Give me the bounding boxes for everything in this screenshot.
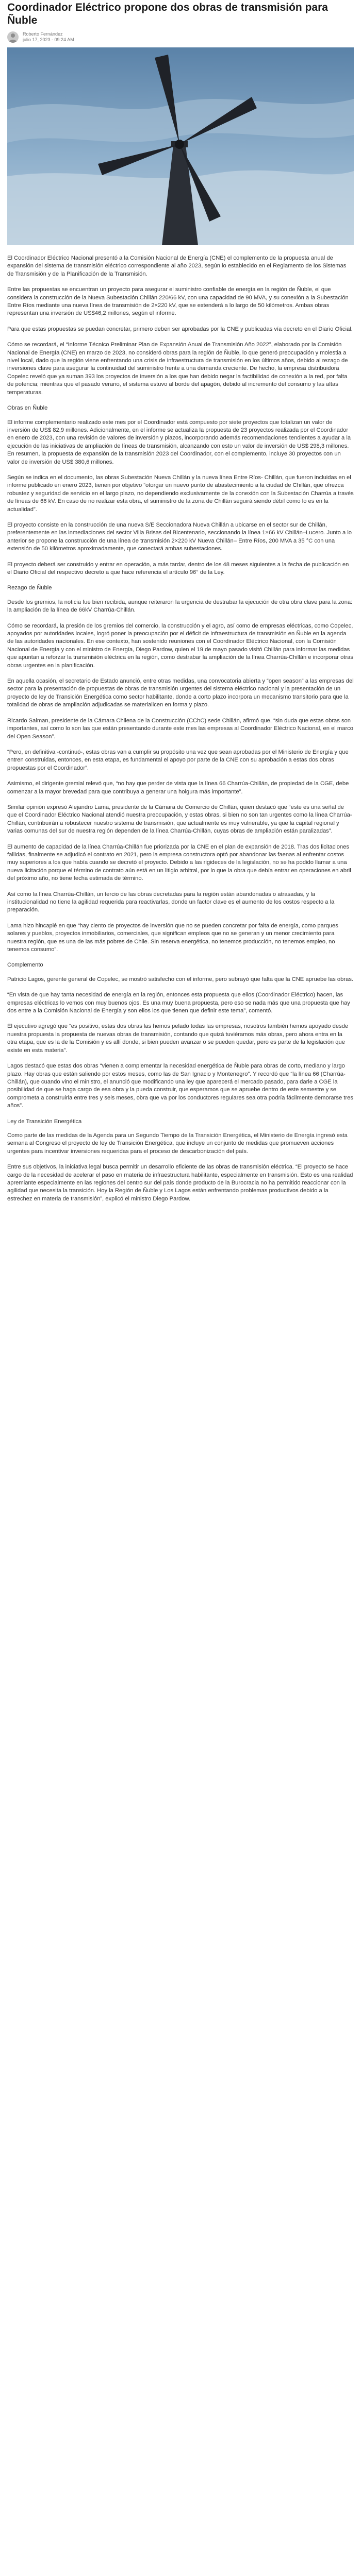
article-paragraph: El informe complementario realizado este mes por el Coordinador está compuesto por siete proyectos que totalizan un valor de inversión de US$ 82,9 millones. Adicionalmente, en el informe se actualiza la propuesta de 23 proyectos realizada por el Coordinador en enero de 2023, con una revisión de valores de inversión y plazos, incorporando además recomendaciones tendientes a ayudar a la ejecución de las iniciativas de ampliación de líneas de transmisión, alcanzando con esto un valor de inversión de US$ 298,3 millones. En resumen, la propuesta de expansión de la transmisión 2023 del Coordinador, con el complemento, incluye 30 proyectos con un valor de inversión de US$ 380,6 millones. bbox=[7, 419, 351, 465]
article-paragraph: Lama hizo hincapié en que “hay ciento de proyectos de inversión que no se pueden concretar por falta de energía, como parques solares y pueblos, proyectos inmobiliarios, comerciales, que significan empleos que no se generan y un menor crecimiento para nuestra región, que es una de las más pobres de Chile. Sin reserva energética, no tenemos producción, no tenemos empleo, no tenemos consumo”. bbox=[7, 922, 338, 953]
article-paragraph: El ejecutivo agregó que “es positivo, estas dos obras las hemos pelado todas las empresas, nosotros también hemos apoyado desde nuestra propuesta la propuesta de nuevas obras de transmisión, contando que quizá tuviéramos más obras, pero ahora entra en la otra etapa, que es la de la Comisión y es allí donde, si bien pueden avanzar o se pueden quedar, pero es parte de la legislación que existe en esta materia”. bbox=[7, 1023, 349, 1054]
article-paragraph: El proyecto deberá ser construido y entrar en operación, a más tardar, dentro de los 48 meses siguientes a la fecha de publicación en el Diario Oficial del respectivo decreto a que hace referencia el artículo 96° de la Ley. bbox=[7, 561, 349, 575]
article-paragraph: Ricardo Salman, presidente de la Cámara Chilena de la Construcción (CChC) sede Chillán, afirmó que, “sin duda que estas obras son importantes, así como lo son las que están presentando durante este mes las empresas al Coordinador Eléctrico Nacional, en el marco del Open Season”. bbox=[7, 717, 353, 740]
article-paragraph: Cómo se recordará, el “Informe Técnico Preliminar Plan de Expansión Anual de Transmisión Año 2022”, elaborado por la Comisión Nacional de Energía (CNE) en marzo de 2023, no consideró obras para la región de Ñuble, lo que generó preocupación y molestia a nivel local, dado que la región viene enfrentando una crisis de infraestructura de transmisión en los últimos años, debido al rezago de inversiones clave para asegurar la continuidad del suministro frente a una demanda creciente. De hecho, la empresa distribuidora Copelec reveló que ya suman 393 los proyectos de inversión a los que han debido negar la factibilidad de conexión a la red, por falta de potencia; mientras que el pasado verano, el sistema estuvo al borde del apagón, debido al incremento del consumo y las altas temperaturas. bbox=[7, 342, 348, 396]
hero-image bbox=[7, 47, 354, 245]
article-paragraph: Similar opinión expresó Alejandro Lama, presidente de la Cámara de Comercio de Chillán, quien destacó que “este es una señal de que el Coordinador Eléctrico Nacional atendió nuestra preocupación, y estas obras, si bien no son tan urgentes como la línea Charrúa-Chillán, contribuirán a robustecer nuestro sistema de transmisión, que actualmente es muy vulnerable, ya que la capital regional y varias comunas del sur de nuestra región dependen de la línea Charrúa-Chillán, cuyas obras de ampliación están paralizadas”. bbox=[7, 804, 352, 835]
article-paragraph: “En vista de que hay tanta necesidad de energía en la región, entonces esta propuesta que ellos (Coordinador Eléctrico) hacen, las empresas eléctricas lo vemos con muy buenos ojos. Es una muy buena propuesta, pero eso se nada más que una propuesta que hay dos entre a la Comisión Nacional de Energía y son ellos los que tienen que definir este tema”, comentó. bbox=[7, 992, 350, 1014]
section-heading: Obras en Ñuble bbox=[7, 405, 48, 412]
section-heading: Complemento bbox=[7, 962, 43, 969]
article-paragraph: Entre sus objetivos, la iniciativa legal busca permitir un desarrollo eficiente de las obras de transmisión eléctrica. “El proyecto se hace cargo de la necesidad de acelerar el paso en materia de infraestructura habilitante, especialmente en transmisión. Esto es una realidad apremiante especialmente en las regiones del centro sur del país donde producto de la Burocracia no ha permitido reaccionar con la agilidad que necesita la transición. Hoy la Región de Ñuble y Los Lagos están enfrentando problemas productivos debido a la estrechez en materia de transmisión”, explicó el ministro Diego Pardow. bbox=[7, 1164, 353, 1202]
article-paragraph: Cómo se recordará, la presión de los gremios del comercio, la construcción y el agro, así como de empresas eléctricas, como Copelec, apoyados por autoridades locales, logró poner la preocupación por el déficit de infraestructura de transmisión en Ñuble en la agenda de las autoridades nacionales. En ese contexto, han sostenido reuniones con el Coordinador Eléctrico Nacional, con la Comisión Nacional de Energía y con el ministro de Energía, Diego Pardow, quien el 19 de mayo pasado visitó Chillán para informar las medidas que apuntan a reforzar la transmisión eléctrica en la región, como destrabar la ampliación de la línea Charrúa-Chillán e incorporar otras obras urgentes en la planificación. bbox=[7, 622, 353, 669]
byline bbox=[7, 31, 354, 43]
article-paragraph: Desde los gremios, la noticia fue bien recibida, aunque reiteraron la urgencia de destrabar la ejecución de otra obra clave para la zona: la ampliación de la línea de 66kV Charrúa-Chillán. bbox=[7, 599, 353, 614]
article-paragraph: El aumento de capacidad de la línea Charrúa-Chillán fue priorizada por la CNE en el plan de expansión de 2018. Tras dos licitaciones fallidas, finalmente se adjudicó el contrato en 2021, pero la empresa constructora optó por abandonar las faenas al enfrentar costos muy superiores a los que había cuando se decretó el proyecto. Debido a las rigideces de la legislación, no se ha podido llamar a una nueva licitación porque el término de contrato aún está en un litigio arbitral, por lo que la obra que debía entrar en operaciones en abril del próximo año, no tiene fecha estimada de término. bbox=[7, 843, 351, 882]
user-icon bbox=[7, 31, 19, 43]
article-paragraph: Asimismo, el dirigente gremial relevó que, “no hay que perder de vista que la línea 66 Charrúa-Chillán, de propiedad de la CGE, debe comenzar a la mayor brevedad para que contribuya a generar una holgura más importante”. bbox=[7, 781, 349, 795]
author-name[interactable]: Roberto Fernández bbox=[23, 31, 63, 37]
article-paragraph: Patricio Lagos, gerente general de Copelec, se mostró satisfecho con el informe, pero subrayó que falta que la CNE apruebe las obras. bbox=[7, 976, 354, 982]
section-heading: Ley de Transición Energética bbox=[7, 1118, 82, 1125]
article-paragraph: El Coordinador Eléctrico Nacional presentó a la Comisión Nacional de Energía (CNE) el complemento de la propuesta anual de expansión del sistema de transmisión eléctrico correspondiente al año 2023, según lo establecido en el Reglamento de los Sistemas de Transmisión y de la Planificación de la Transmisión. bbox=[7, 255, 347, 277]
article-paragraph: Así como la línea Charrúa-Chillán, un tercio de las obras decretadas para la región están abandonadas o atrasadas, y la institucionalidad no tiene la agilidad requerida para reactivarlas, donde un factor clave es el aumento de los costos respecto a la preparación. bbox=[7, 891, 335, 913]
section-heading: Rezago de Ñuble bbox=[7, 585, 52, 591]
article-paragraph: Lagos destacó que estas dos obras “vienen a complementar la necesidad energética de Ñuble para obras de corto, mediano y largo plazo. Hay obras que están saliendo por estos meses, como las de San Ignacio y Montenegro”. Y recordó que “la línea 66 (Charrúa-Chillán), que cuando vino el ministro, el anunció que modificando una ley que aparecerá el mercado pasado, para darle a CGE la posibilidad de que se haga cargo de esa obra y la pueda construir, que esperamos que se apruebe dentro de este semestre y se comprometa a construirla entre tres y seis meses, obra que va por los conductores regulares sea otra podría fácilmente demorarse tres años”. bbox=[7, 1063, 353, 1109]
publish-date: julio 17, 2023 - 09:24 AM bbox=[23, 37, 74, 42]
article-paragraph: “Pero, en definitiva -continuó-, estas obras van a cumplir su propósito una vez que sean aprobadas por el Ministerio de Energía y que entren construidas, entonces, en esta etapa, es fundamental el apoyo por parte de la CNE con su aprobación a estas dos obras propuestas por el Coordinador”. bbox=[7, 749, 349, 771]
article-paragraph: Entre las propuestas se encuentran un proyecto para asegurar el suministro confiable de energía en la región de Ñuble, el que considera la construcción de la Nueva Subestación Chillán 220/66 kV, con una capacidad de 90 MVA, y su conexión a la Subestación Entre Ríos mediante una nueva línea de transmisión de 2×220 kV, que se extenderá a lo largo de 50 kilómetros. Ambas obras representan una inversión de US$46,2 millones, según el informe. bbox=[7, 286, 349, 317]
article-paragraph: El proyecto consiste en la construcción de una nueva S/E Seccionadora Nueva Chillán a ubicarse en el sector sur de Chillán, preferentemente en las inmediaciones del sector Villa Brisas del Bicentenario, seccionando la línea 1×66 kV Chillán–Lucero. Junto a lo anterior se propone la construcción de una línea de transmisión 2×220 kV Nueva Chillán– Entre Ríos, 200 MVA a 35 °C con una extensión de 50 kilómetros aproximadamente, que conectará ambas subestaciones. bbox=[7, 521, 352, 552]
windmill-photo-icon bbox=[7, 47, 354, 245]
article-paragraph: En aquella ocasión, el secretario de Estado anunció, entre otras medidas, una convocatoria abierta y “open season” a las empresas del sector para la presentación de propuestas de obras de transmisión urgentes del sistema eléctrico nacional y la presentación de un proyecto de ley de Transición Energética como sector habilitante, donde a corto plazo incorpora un mecanismo transitorio para que la totalidad de obras de ampliación adjudicadas se materialicen en forma y plazo. bbox=[7, 678, 354, 708]
author-avatar[interactable] bbox=[7, 31, 19, 43]
article-paragraph: Según se indica en el documento, las obras Subestación Nueva Chillán y la nueva línea Entre Ríos- Chillán, que fueron incluidas en el informe publicado en enero 2023, tienen por objetivo “otorgar un nuevo punto de abastecimiento a la ciudad de Chillán, que ofrezca robustez y seguridad de servicio en el largo plazo, no dependiendo exclusivamente de la conexión con la Subestación Charrúa a través de líneas de 66 kV. En caso de no realizar esta obra, el suministro de la zona de Chillán seguirá siendo débil como lo es en la actualidad”. bbox=[7, 474, 354, 513]
article-paragraph: Para que estas propuestas se puedan concretar, primero deben ser aprobadas por la CNE y publicadas vía decreto en el Diario Oficial. bbox=[7, 326, 353, 332]
article-paragraph: Como parte de las medidas de la Agenda para un Segundo Tiempo de la Transición Energética, el Ministerio de Energía ingresó esta semana al Congreso el proyecto de ley de Transición Energética, que incluye un conjunto de medidas que promueven acciones urgentes para incentivar inversiones requeridas para el proceso de descarbonización del país. bbox=[7, 1132, 348, 1155]
page bbox=[0, 0, 361, 1203]
article-title: Coordinador Eléctrico propone dos obras de transmisión para Ñuble bbox=[7, 2, 328, 26]
article-body bbox=[7, 255, 354, 1203]
